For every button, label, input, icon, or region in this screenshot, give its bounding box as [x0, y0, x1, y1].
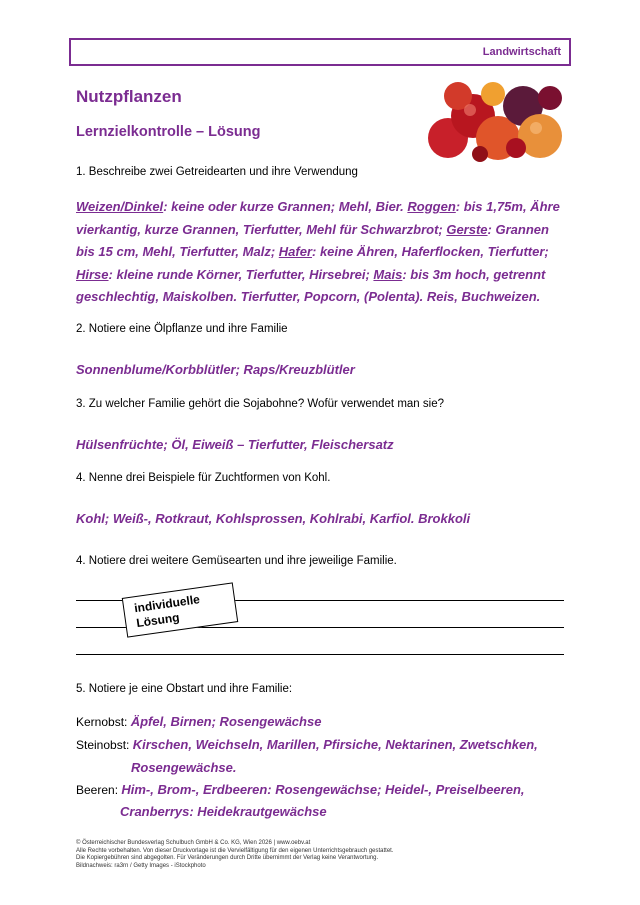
grain-term: Gerste [446, 221, 488, 237]
answer-line [76, 654, 564, 655]
grain-term: Hirse [76, 266, 109, 282]
question-5: 5. Notiere je eine Obstart und ihre Familie: [76, 683, 293, 695]
stamp [122, 582, 238, 637]
subject-label: Landwirtschaft [482, 46, 561, 58]
stamp-line-1: individuelle [133, 592, 201, 616]
grain-description: : bis 1,75m, Ähre vierkantig, kurze Grannen, Tierfutter, Mehl für Schwarzbrot; [76, 199, 560, 237]
fruit-row-beeren-cont [120, 801, 610, 823]
kernobst-value: Äpfel, Birnen; Rosengewächse [130, 714, 322, 729]
footer [76, 840, 556, 870]
beeren-value-2: Cranberrys: Heidekrautgewächse [120, 804, 327, 819]
grain-description: : kleine runde Körner, Tierfutter, Hirsebrei; [108, 266, 374, 282]
page-subtitle: Lernzielkontrolle – Lösung [76, 124, 261, 140]
question-3: 3. Zu welcher Familie gehört die Sojabohne? Wofür verwendet man sie? [76, 398, 444, 410]
steinobst-value: Kirschen, Weichseln, Marillen, Pfirsiche, Nektarinen, Zwetschken, [132, 737, 538, 752]
answer-4: Kohl; Weiß-, Rotkraut, Kohlsprossen, Kohlrabi, Karfiol. Brokkoli [76, 511, 471, 526]
question-2: 2. Notiere eine Ölpflanze und ihre Familie [76, 323, 288, 335]
beeren-label: Beeren: [76, 783, 119, 797]
stamp-line-2: Lösung [135, 610, 181, 631]
fruit-row-kernobst [76, 711, 566, 733]
page-title: Nutzpflanzen [76, 87, 182, 106]
answer-3: Hülsenfrüchte; Öl, Eiweiß – Tierfutter, Fleischersatz [76, 437, 394, 452]
header-box [69, 38, 571, 66]
kernobst-label: Kernobst: [76, 715, 128, 729]
answer-2: Sonnenblume/Korbblütler; Raps/Kreuzblütler [76, 362, 355, 377]
grain-description: : bis 3m hoch, getrennt geschlechtig, Maiskolben. Tierfutter, Popcorn, (Polenta). Reis, Buchweizen. [76, 266, 546, 304]
fruit-row-steinobst-cont [131, 757, 621, 779]
question-1: 1. Beschreibe zwei Getreidearten und ihre Verwendung [76, 166, 358, 178]
grain-description: : Grannen bis 15 cm, Mehl, Tierfutter, Malz; [76, 221, 549, 259]
fruit-photo [428, 76, 564, 164]
beeren-value: Him-, Brom-, Erdbeeren: Rosengewächse; Heidel-, Preiselbeeren, [121, 782, 525, 797]
grain-description: : keine Ähren, Haferflocken, Tierfutter; [312, 244, 549, 259]
steinobst-value-2: Rosengewächse. [131, 760, 237, 775]
grain-description: : keine oder kurze Grannen; Mehl, Bier. [163, 199, 408, 214]
fruit-row-steinobst [76, 734, 566, 756]
grain-term: Roggen [407, 199, 456, 214]
grain-term: Hafer [278, 244, 313, 259]
answer-1 [76, 196, 566, 309]
steinobst-label: Steinobst: [76, 738, 130, 752]
grain-term: Mais [373, 266, 403, 282]
footer-line: © Österreichischer Bundesverlag Schulbuch GmbH & Co. KG, Wien 2026 | www.oebv.at [76, 840, 311, 846]
grain-term: Weizen/Dinkel [76, 199, 164, 214]
question-4: 4. Nenne drei Beispiele für Zuchtformen von Kohl. [76, 472, 331, 484]
footer-line: Die Kopiergebühren sind abgegolten. Für Veränderungen durch Dritte übernimmt der Verlag keine Verantwortung. [76, 855, 379, 861]
fruit-row-beeren [76, 779, 566, 801]
footer-line: Alle Rechte vorbehalten. Von dieser Druckvorlage ist die Vervielfältigung für den eigenen Unterrichtsgebrauch gestattet. [76, 847, 394, 854]
question-4b: 4. Notiere drei weitere Gemüsearten und ihre jeweilige Familie. [76, 555, 397, 567]
footer-line: Bildnachweis: ra3rn / Getty Images - iStockphoto [76, 862, 206, 869]
